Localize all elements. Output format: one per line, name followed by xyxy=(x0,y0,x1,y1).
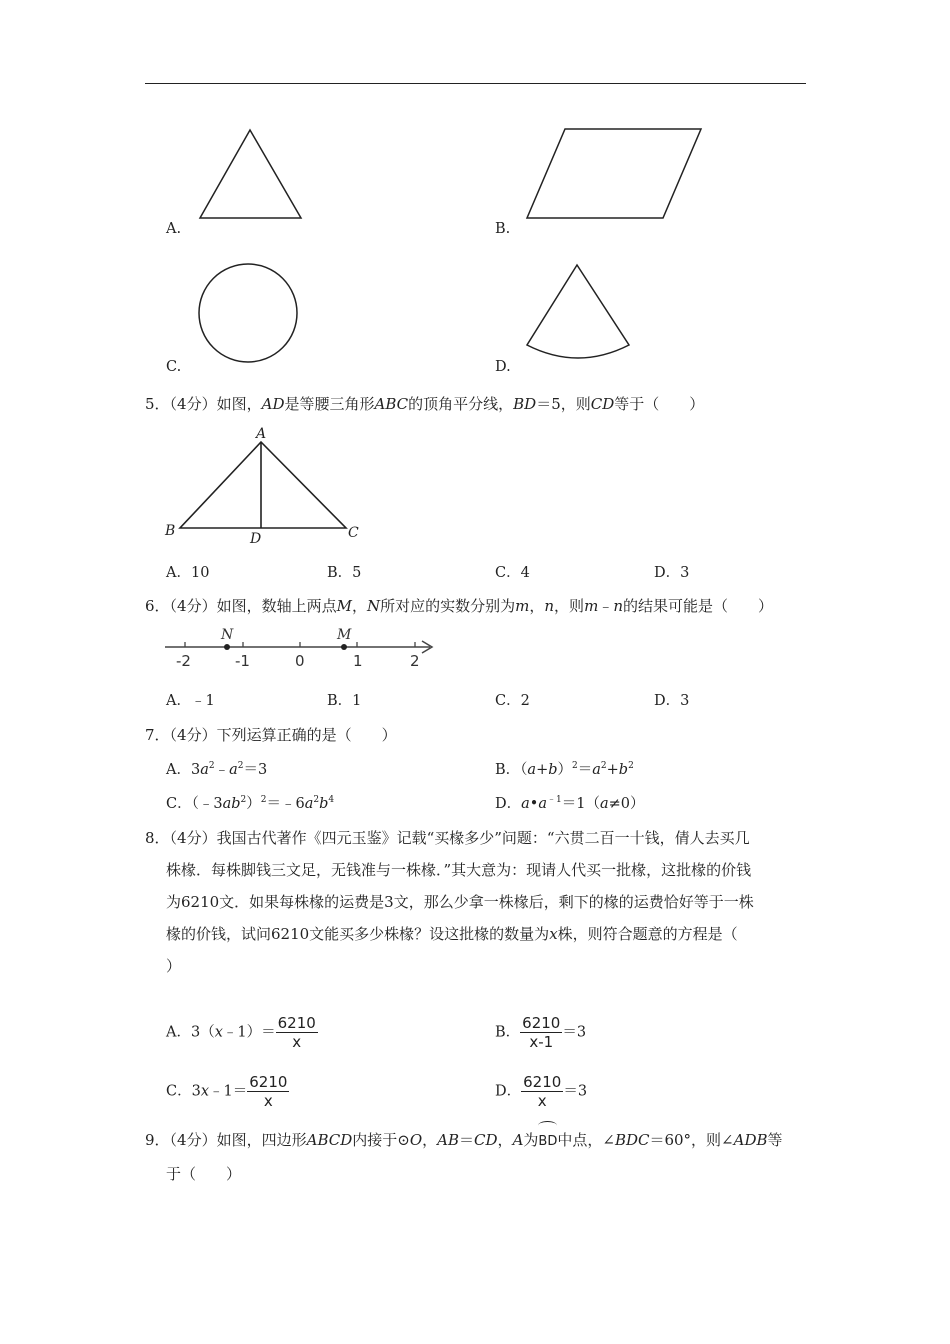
q4-option-b-label[interactable]: B. xyxy=(495,221,511,237)
q8-line xyxy=(145,822,807,854)
fraction-denominator: x-1 xyxy=(529,1033,554,1051)
option-label: C． xyxy=(166,796,192,812)
q5-label-c: C xyxy=(348,525,359,541)
q6-var: n xyxy=(613,597,623,615)
parallelogram-figure xyxy=(520,115,720,235)
q6-text: 所对应的实数分别为 xyxy=(380,597,516,615)
q8-text: 株，则符合题意的方程是（ xyxy=(557,925,738,943)
fraction xyxy=(520,1014,562,1051)
q6-var: n xyxy=(544,597,555,615)
q8-line: ） xyxy=(166,957,182,975)
fraction-denominator: x xyxy=(292,1033,302,1051)
q7-option-a[interactable]: A．$3a^2﹣a^2=3$ xyxy=(166,761,268,778)
q6-option-d[interactable]: D．3 xyxy=(654,693,690,709)
q6-var: N xyxy=(366,597,381,615)
q5-var-ad: AD xyxy=(261,395,285,413)
fraction-numerator: 6210 xyxy=(277,1014,316,1032)
option-label: D． xyxy=(495,1083,522,1100)
q8-line: 为6210文．如果每株椽的运费是3文，那么少拿一株椽后，剩下的椽的运费恰好等于一株 xyxy=(166,893,754,911)
option-label: A． xyxy=(166,1024,191,1041)
q5-label-b: B xyxy=(165,523,176,539)
q8-option-d[interactable]: D． $\frac{6210}{x}$ ＝3 xyxy=(495,1073,588,1110)
q7-option-c[interactable]: C．$(﹣3ab^2)^2=﹣6a^2b^4$ xyxy=(166,795,335,812)
q8-line xyxy=(145,918,807,950)
q6-text: 的结果可能是（ ） xyxy=(622,597,773,615)
q9-score: （4分） xyxy=(169,1131,217,1149)
q5-stem xyxy=(145,394,704,414)
option-label: A． xyxy=(166,762,191,778)
q7-text: 下列运算正确的是（ ） xyxy=(216,726,397,744)
q7-option-d[interactable]: D．$a•a^{﹣1}=1(a\ne 0)$ xyxy=(495,795,645,812)
q6-number: 6． xyxy=(145,597,170,615)
q8-text: 椽的价钱，试问6210文能买多少株椽？设这批椽的数量为 xyxy=(166,925,550,943)
sector-shape xyxy=(527,265,629,358)
point-m-label: M xyxy=(337,627,352,643)
q5-label-d: D xyxy=(250,531,262,547)
q7-stem xyxy=(145,725,397,745)
tick-label: 1 xyxy=(353,652,363,670)
q5-option-d[interactable]: D．3 xyxy=(654,565,690,581)
tick-label: 0 xyxy=(295,652,305,670)
fraction xyxy=(521,1073,563,1110)
q7-option-b[interactable]: B．$(a+b)^2=a^2+b^2$ xyxy=(495,761,634,778)
option-label: D． xyxy=(495,796,522,812)
q7-score: （4分） xyxy=(169,726,217,744)
point-n-label: N xyxy=(221,627,234,643)
q8-option-c[interactable]: C．3x﹣1＝ $\frac{6210}{x}$ xyxy=(166,1073,288,1110)
q4-option-c-label[interactable]: C. xyxy=(166,359,182,375)
q6-option-b[interactable]: B．1 xyxy=(327,693,362,709)
q5-var-cd: CD xyxy=(590,395,615,413)
q6-text: ， xyxy=(529,597,545,615)
q6-score: （4分） xyxy=(169,597,217,615)
q8-number: 8． xyxy=(145,829,170,847)
q4-option-d-label[interactable]: D. xyxy=(495,359,511,375)
q8-var-x: x xyxy=(549,925,558,943)
q6-option-a[interactable]: A．﹣1 xyxy=(166,693,215,709)
q9-line: 9．（4分）如图，四边形ABCD内接于⊙O，AB＝CD，A为BD中点，∠BDC＝60°，则∠ADB等 xyxy=(145,1124,807,1158)
q5-var-abc: ABC xyxy=(374,395,409,413)
q6-text: ， xyxy=(351,597,367,615)
q6-var: M xyxy=(336,597,352,615)
q5-text: 如图， xyxy=(216,395,262,413)
header-rule xyxy=(145,83,806,84)
q8-stem xyxy=(145,822,807,982)
sector-figure xyxy=(520,255,640,370)
triangle-shape xyxy=(200,130,301,218)
arc-bd: BD xyxy=(538,1126,557,1158)
q5-text: 的顶角平分线， xyxy=(408,395,514,413)
point-n xyxy=(224,644,230,650)
q5-triangle-figure xyxy=(160,422,370,547)
fraction xyxy=(247,1073,289,1110)
q8-line: 株椽．每株脚钱三文足，无钱准与一株椽．”其大意为：现请人代买一批椽，这批椽的价钱 xyxy=(166,861,752,879)
fraction xyxy=(276,1014,318,1051)
q6-text: ﹣ xyxy=(598,597,614,615)
q6-var: m xyxy=(515,597,530,615)
option-label: C． xyxy=(166,1083,192,1100)
q5-text: 等于（ ） xyxy=(614,395,705,413)
q5-option-b[interactable]: B．5 xyxy=(327,565,362,581)
q5-option-a[interactable]: A．10 xyxy=(166,565,210,581)
q5-text: 是等腰三角形 xyxy=(284,395,375,413)
q6-var: m xyxy=(584,597,599,615)
circle-figure xyxy=(190,255,310,375)
q9-stem xyxy=(145,1124,807,1190)
q5-option-c[interactable]: C．4 xyxy=(495,565,530,581)
fraction-denominator: x xyxy=(263,1092,273,1110)
q7-number: 7． xyxy=(145,726,170,744)
q5-text: ＝5，则 xyxy=(536,395,591,413)
q8-score: （4分） xyxy=(169,829,217,847)
fraction-numerator: 6210 xyxy=(523,1073,562,1091)
option-label: B． xyxy=(495,1024,521,1041)
q9-line: 于（ ） xyxy=(166,1165,242,1183)
q5-number: 5． xyxy=(145,395,170,413)
number-line-figure xyxy=(160,624,445,672)
fraction-denominator: x xyxy=(537,1092,547,1110)
point-m xyxy=(341,644,347,650)
option-label: B． xyxy=(495,762,521,778)
fraction-numerator: 6210 xyxy=(522,1014,561,1032)
q8-text: 我国古代著作《四元玉鉴》记载“买椽多少”问题：“六贯二百一十钱，倩人去买几 xyxy=(216,829,750,847)
circle-shape xyxy=(199,264,297,362)
fraction-numerator: 6210 xyxy=(249,1073,288,1091)
q4-option-a-label[interactable]: A. xyxy=(166,221,182,237)
q8-option-a[interactable]: A．3（x﹣1）＝ $\frac{6210}{x}$ xyxy=(166,1014,316,1051)
q5-triangle-abc xyxy=(180,442,346,528)
tick-label: 2 xyxy=(410,652,420,670)
parallelogram-shape xyxy=(527,129,701,218)
q6-stem xyxy=(145,596,773,616)
q6-option-c[interactable]: C．2 xyxy=(495,693,530,709)
tick-label: -2 xyxy=(176,652,191,670)
q5-label-a: A xyxy=(256,426,267,442)
tick-label: -1 xyxy=(235,652,250,670)
q6-text: ，则 xyxy=(554,597,585,615)
q5-score: （4分） xyxy=(169,395,217,413)
q6-text: 如图，数轴上两点 xyxy=(216,597,337,615)
q8-option-b[interactable]: B． $\frac{6210}{x-1}$ ＝3 xyxy=(495,1014,587,1051)
q9-number: 9． xyxy=(145,1131,170,1149)
q5-var-bd: BD xyxy=(513,395,537,413)
